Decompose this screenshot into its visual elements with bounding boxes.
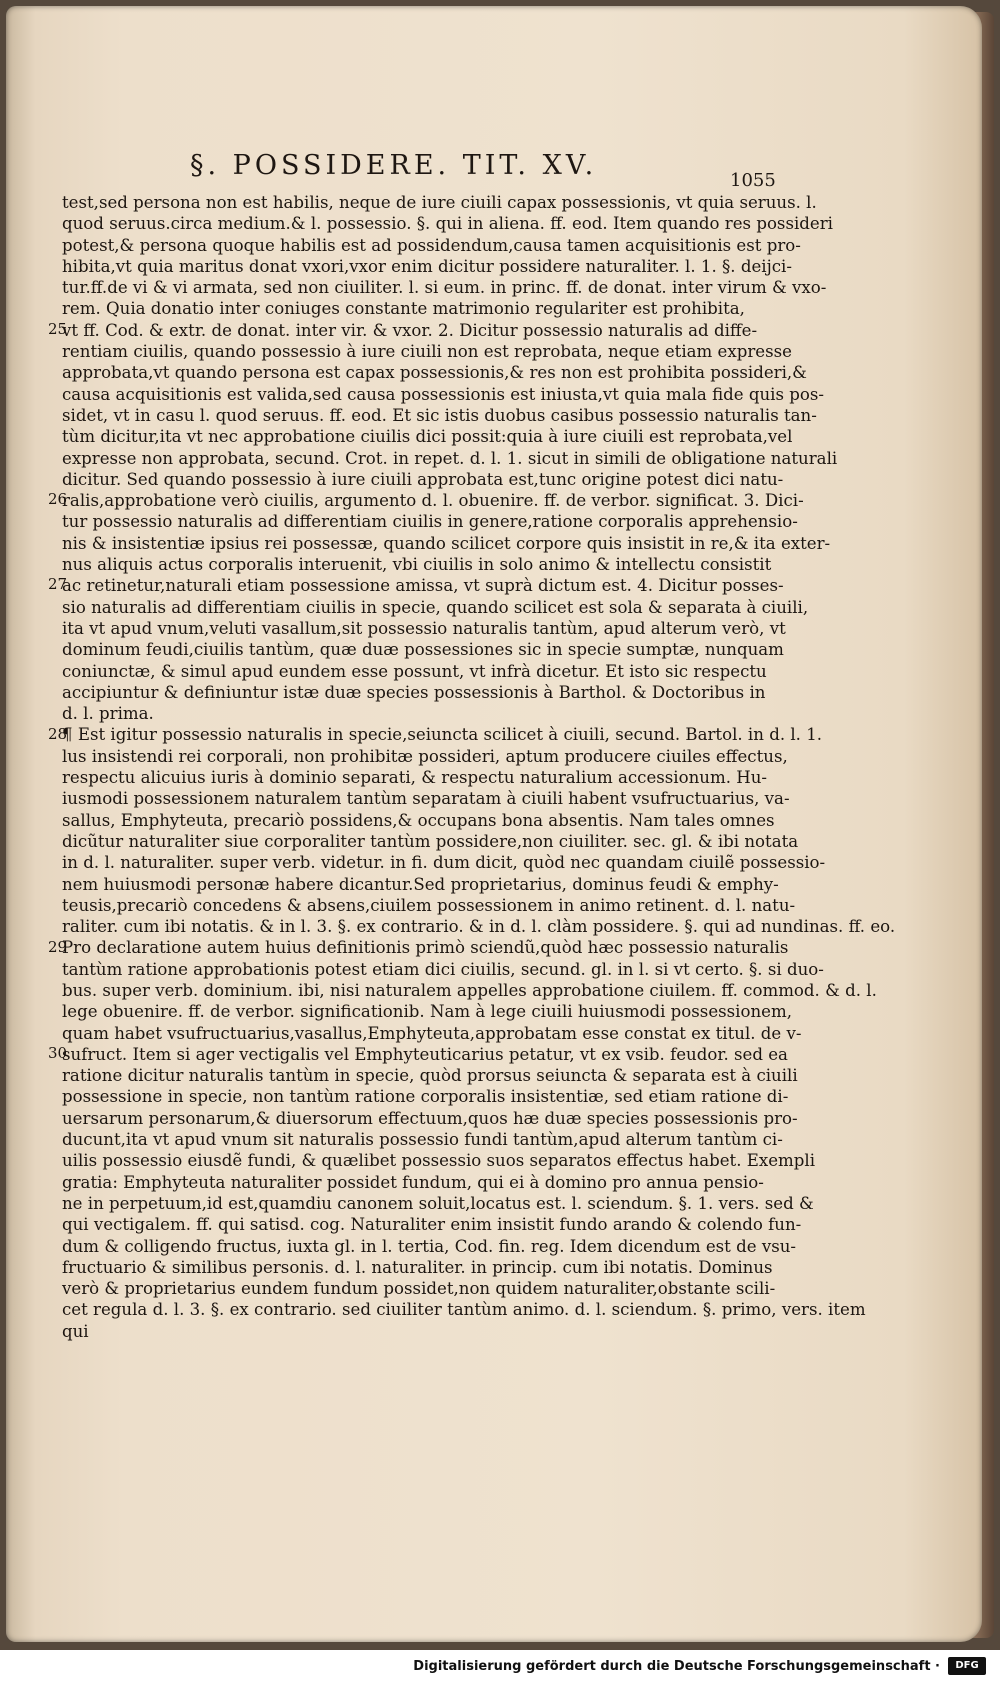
body-text xyxy=(62,192,896,1342)
text-line: gratia: Emphyteuta naturaliter possidet fundum, qui ei à domino pro annua pensio- xyxy=(62,1172,764,1192)
text-line: uilis possessio eiusdẽ fundi, & quælibet possessio suos separatos effectus habet. Exempli xyxy=(62,1151,816,1171)
text-line: vt ff. Cod. & extr. de donat. inter vir. & vxor. 2. Dicitur possessio naturalis ad diffe- xyxy=(62,320,758,340)
text-line: nem huiusmodi personæ habere dicantur.Sed proprietarius, dominus feudi & emphy- xyxy=(62,874,779,894)
text-line: rentiam ciuilis, quando possessio à iure ciuili non est reprobata, neque etiam expresse xyxy=(62,342,792,362)
text-line: tùm dicitur,ita vt nec approbatione ciuilis dici possit:quia à iure ciuili est reprobata,vel xyxy=(62,427,793,447)
text-line: qui vectigalem. ff. qui satisd. cog. Naturaliter enim insistit fundo arando & colendo fun- xyxy=(62,1215,802,1235)
text-line: cet regula d. l. 3. §. ex contrario. sed ciuiliter tantùm animo. d. l. sciendum. §. primo, vers. item xyxy=(62,1300,866,1320)
text-line: dicitur. Sed quando possessio à iure ciuili approbata est,tunc origine potest dici natu- xyxy=(62,469,784,489)
text-line: teusis,precariò concedens & absens,ciuilem possessionem in animo retinent. d. l. natu- xyxy=(62,895,796,915)
text-line: d. l. prima. xyxy=(62,704,154,724)
text-line: causa acquisitionis est valida,sed causa possessionis est iniusta,vt quia mala fide quis pos- xyxy=(62,384,824,404)
margin-number: 30 xyxy=(48,1044,68,1062)
text-line: accipiuntur & definiuntur istæ duæ species possessionis à Barthol. & Doctoribus in xyxy=(62,682,766,702)
text-line: respectu alicuius iuris à dominio separati, & respectu naturalium accessionum. Hu- xyxy=(62,768,768,788)
text-line: qui xyxy=(62,1321,89,1341)
text-line: tur.ff.de vi & vi armata, sed non ciuiliter. l. si eum. in princ. ff. de donat. inter virum & vxo- xyxy=(62,278,827,298)
footer-credit: Digitalisierung gefördert durch die Deutsche Forschungsgemeinschaft · xyxy=(413,1659,940,1674)
margin-number: 25 xyxy=(48,319,68,338)
text-line: fructuario & similibus personis. d. l. naturaliter. in princip. cum ibi notatis. Dominus xyxy=(62,1257,773,1277)
running-head: §. POSSIDERE. TIT. XV. xyxy=(190,150,598,181)
text-line: sufruct. Item si ager vectigalis vel Emphyteuticarius petatur, vt ex vsib. feudor. sed ea xyxy=(62,1044,788,1064)
text-line: dicũtur naturaliter siue corporaliter tantùm possidere,non ciuiliter. sec. gl. & ibi notata xyxy=(62,831,799,851)
text-line: uersarum personarum,& diuersorum effectuum,quos hæ duæ species possessionis pro- xyxy=(62,1108,798,1128)
text-line: quam habet vsufructuarius,vasallus,Emphyteuta,approbatam esse constat ex titul. de v- xyxy=(62,1023,802,1043)
text-line: Pro declaratione autem huius definitionis primò sciendũ,quòd hæc possessio naturalis xyxy=(62,938,789,958)
text-line: lus insistendi rei corporali, non prohibitæ possideri, aptum producere ciuiles effectus, xyxy=(62,746,788,766)
text-line: raliter. cum ibi notatis. & in l. 3. §. ex contrario. & in d. l. clàm possidere. §. qui ad nundinas. ff. eo. xyxy=(62,917,896,937)
text-line: potest,& persona quoque habilis est ad possidendum,causa tamen acquisitionis est pro- xyxy=(62,235,801,255)
footer-bar xyxy=(0,1652,1000,1681)
text-line: bus. super verb. dominium. ibi, nisi naturalem appelles approbatione ciuilem. ff. commod. & d. l. xyxy=(62,980,877,1000)
text-line: coniunctæ, & simul apud eundem esse possunt, vt infrà dicetur. Et isto sic respectu xyxy=(62,661,767,681)
text-line: tantùm ratione approbationis potest etiam dici ciuilis, secund. gl. in l. si vt certo. §. si duo- xyxy=(62,959,824,979)
margin-number: 28 xyxy=(48,724,68,743)
text-line: possessione in specie, non tantùm ratione corporalis insistentiæ, sed etiam ratione di- xyxy=(62,1087,789,1107)
text-line: ratione dicitur naturalis tantùm in specie, quòd prorsus seiuncta & separata est à ciuili xyxy=(62,1066,798,1086)
text-line: sidet, vt in casu l. quod seruus. ff. eod. Et sic istis duobus casibus possessio naturalis tan- xyxy=(62,405,817,425)
text-line: verò & proprietarius eundem fundum possidet,non quidem naturaliter,obstante scili- xyxy=(62,1279,776,1299)
text-line: nus aliquis actus corporalis interuenit, vbi ciuilis in solo animo & intellectu consistit xyxy=(62,555,772,575)
margin-number: 29 xyxy=(48,937,68,956)
margin-number: 27 xyxy=(48,575,68,594)
text-line: lege obuenire. ff. de verbor. significationib. Nam à lege ciuili huiusmodi possessionem, xyxy=(62,1002,792,1022)
text-line: dominum feudi,ciuilis tantùm, quæ duæ possessiones sic in specie sumptæ, nunquam xyxy=(62,640,784,660)
text-line: ¶ Est igitur possessio naturalis in specie,seiuncta scilicet à ciuili, secund. Bartol. in d. l. 1. xyxy=(62,725,823,745)
text-line: ita vt apud vnum,veluti vasallum,sit possessio naturalis tantùm, apud alterum verò, vt xyxy=(62,618,786,638)
text-line: ne in perpetuum,id est,quamdiu canonem soluit,locatus est. l. sciendum. §. 1. vers. sed & xyxy=(62,1193,814,1213)
text-line: iusmodi possessionem naturalem tantùm separatam à ciuili habent vsufructuarius, va- xyxy=(62,789,790,809)
text-line: tur possessio naturalis ad differentiam ciuilis in genere,ratione corporalis apprehensio- xyxy=(62,512,798,532)
text-line: dum & colligendo fructus, iuxta gl. in l. tertia, Cod. fin. reg. Idem dicendum est de vsu- xyxy=(62,1236,797,1256)
margin-number: 26 xyxy=(48,490,68,509)
text-line: approbata,vt quando persona est capax possessionis,& res non est prohibita possideri,& xyxy=(62,363,807,383)
text-line: expresse non approbata, secund. Crot. in repet. d. l. 1. sicut in simili de obligatione naturali xyxy=(62,448,838,468)
text-line: ac retinetur,naturali etiam possessione amissa, vt suprà dictum est. 4. Dicitur posses- xyxy=(62,576,784,596)
text-line: nis & insistentiæ ipsius rei possessæ, quando scilicet corpore quis insistit in re,& ita exter- xyxy=(62,533,831,553)
text-line: quod seruus.circa medium.& l. possessio. §. qui in aliena. ff. eod. Item quando res possideri xyxy=(62,214,833,234)
text-line: rem. Quia donatio inter coniuges constante matrimonio regulariter est prohibita, xyxy=(62,299,745,319)
text-line: hibita,vt quia maritus donat vxori,vxor enim dicitur possidere naturaliter. l. 1. §. deijci- xyxy=(62,256,792,276)
page-number: 1055 xyxy=(730,170,776,191)
text-line: sallus, Emphyteuta, precariò possidens,& occupans bona absentis. Nam tales omnes xyxy=(62,810,775,830)
text-line: test,sed persona non est habilis, neque de iure ciuili capax possessionis, vt quia seruus. l. xyxy=(62,193,817,212)
text-line: ducunt,ita vt apud vnum sit naturalis possessio fundi tantùm,apud alterum tantùm ci- xyxy=(62,1130,783,1150)
text-line: sio naturalis ad differentiam ciuilis in specie, quando scilicet est sola & separata à ciuili, xyxy=(62,597,809,617)
dfg-logo-icon: DFG xyxy=(948,1657,986,1675)
text-line: ralis,approbatione verò ciuilis, argumento d. l. obuenire. ff. de verbor. significat. 3. Dici- xyxy=(62,491,804,511)
text-line: in d. l. naturaliter. super verb. videtur. in fi. dum dicit, quòd nec quandam ciuilẽ possessio- xyxy=(62,853,826,873)
